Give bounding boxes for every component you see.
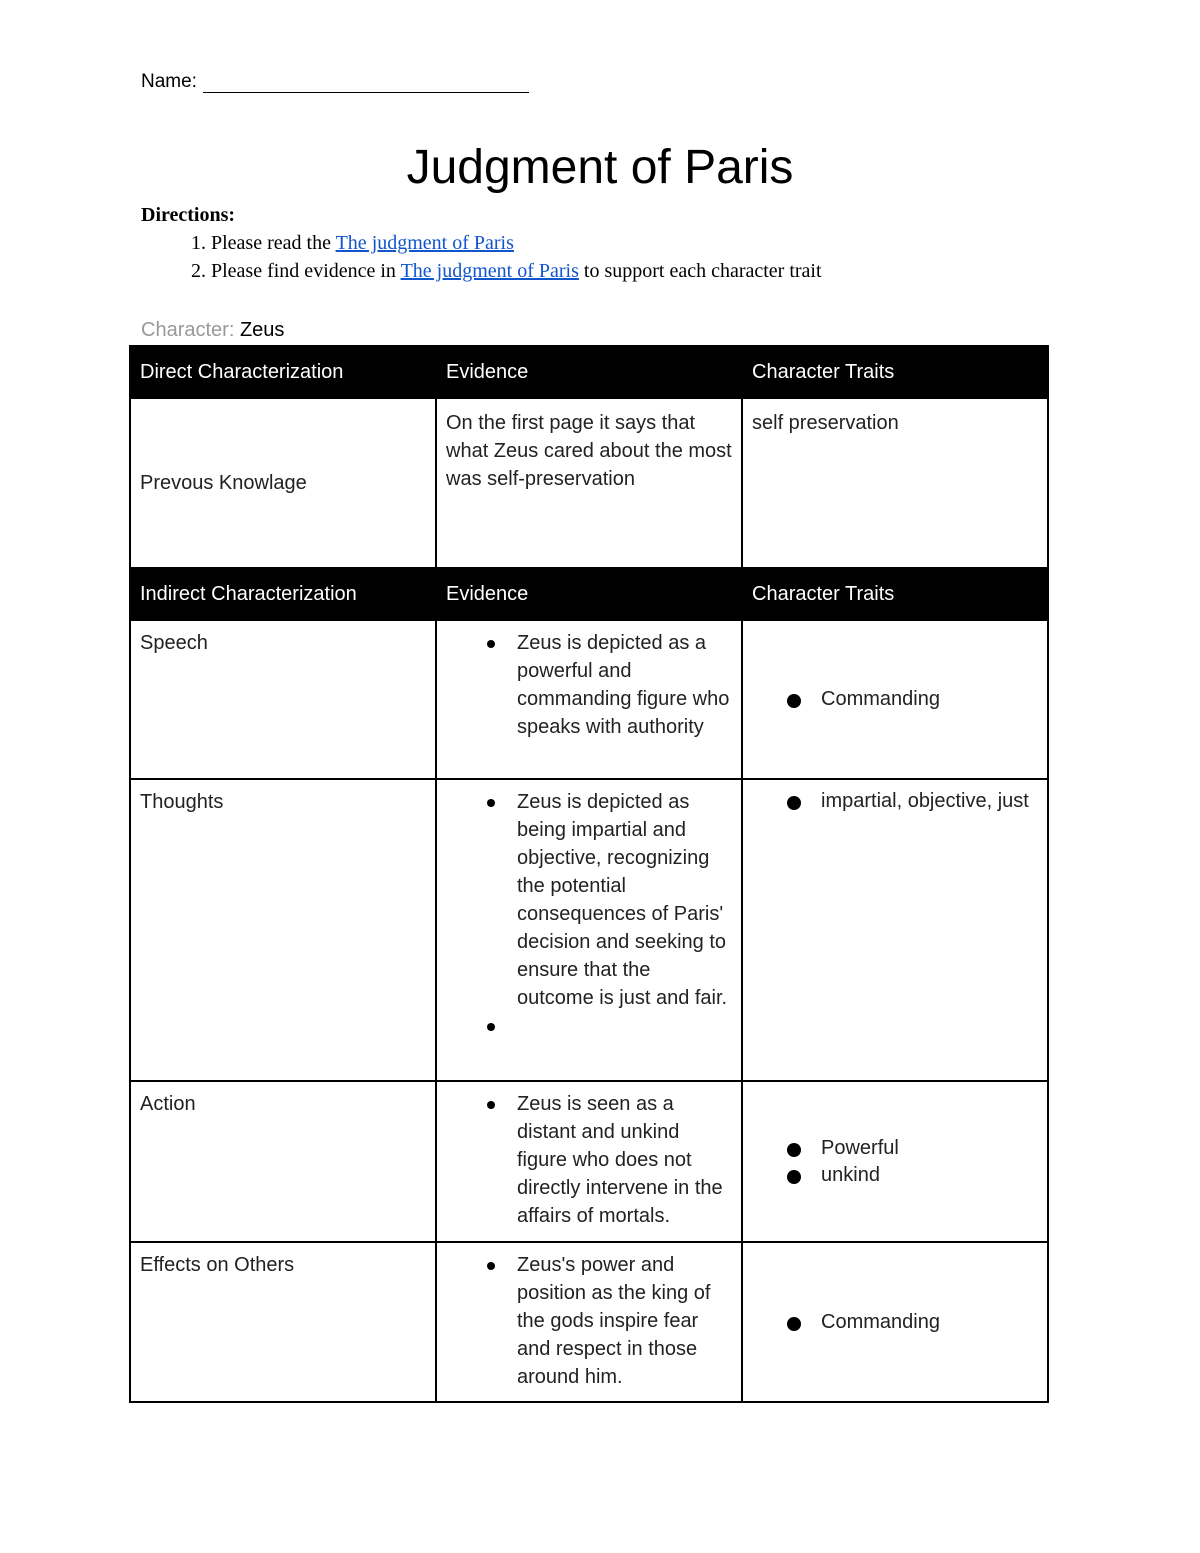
- trait-cell[interactable]: [742, 1081, 1048, 1242]
- evidence-list: [446, 788, 732, 1040]
- row-label: Effects on Others: [130, 1242, 436, 1402]
- evidence-list: [446, 1090, 732, 1230]
- table-row: [130, 779, 1048, 1081]
- trait-list: [752, 686, 1038, 713]
- evidence-cell[interactable]: On the first page it says that what Zeus cared about the most was self-preservation: [436, 398, 742, 568]
- directions-section: [141, 204, 822, 285]
- table-row: [130, 398, 1048, 568]
- list-item: Zeus's power and position as the king of the gods inspire fear and respect in those around him.: [517, 1251, 732, 1391]
- evidence-cell[interactable]: [436, 1242, 742, 1402]
- trait-cell[interactable]: [742, 620, 1048, 779]
- trait-cell[interactable]: [742, 779, 1048, 1081]
- list-item: [517, 1012, 732, 1040]
- list-item: unkind: [821, 1162, 1038, 1189]
- row-label: Action: [130, 1081, 436, 1242]
- story-link-2[interactable]: The judgment of Paris: [400, 260, 579, 282]
- directions-item-2: 2. Please find evidence in The judgment of Paris to support each character trait: [211, 257, 822, 285]
- characterization-table: [129, 345, 1049, 1403]
- trait-list: [752, 788, 1038, 815]
- evidence-cell[interactable]: [436, 1081, 742, 1242]
- trait-cell[interactable]: [742, 1242, 1048, 1402]
- row-label: Prevous Knowlage: [130, 398, 436, 568]
- table-row: [130, 620, 1048, 779]
- list-item: Powerful: [821, 1135, 1038, 1162]
- character-label: Character:: [141, 319, 235, 341]
- list-item: Commanding: [821, 1309, 1038, 1336]
- header-direct-characterization: Direct Characterization: [130, 346, 436, 398]
- list-item: Zeus is depicted as a powerful and commanding figure who speaks with authority: [517, 629, 732, 741]
- header-evidence: Evidence: [436, 568, 742, 620]
- evidence-list: [446, 629, 732, 741]
- name-label: Name:: [141, 71, 197, 92]
- story-link-1[interactable]: The judgment of Paris: [335, 232, 514, 254]
- name-field: [141, 70, 529, 93]
- page-title: Judgment of Paris: [406, 141, 794, 194]
- list-item: Commanding: [821, 686, 1038, 713]
- row-label: Speech: [130, 620, 436, 779]
- trait-list: [752, 1135, 1038, 1189]
- directions-heading: Directions:: [141, 204, 236, 226]
- header-character-traits: Character Traits: [742, 346, 1048, 398]
- list-item: Zeus is seen as a distant and unkind figure who does not directly intervene in the affairs of mortals.: [517, 1090, 732, 1230]
- character-line: [141, 319, 284, 342]
- direct-header-row: [130, 346, 1048, 398]
- evidence-cell[interactable]: [436, 779, 742, 1081]
- list-item: Zeus is depicted as being impartial and objective, recognizing the potential consequences of Paris' decision and seeking to ensure that the outcome is just and fair.: [517, 788, 732, 1012]
- list-item: impartial, objective, just: [821, 788, 1038, 815]
- name-blank-line[interactable]: [203, 70, 529, 93]
- directions-list: [141, 229, 822, 285]
- trait-cell[interactable]: self preservation: [742, 398, 1048, 568]
- header-indirect-characterization: Indirect Characterization: [130, 568, 436, 620]
- header-character-traits: Character Traits: [742, 568, 1048, 620]
- indirect-header-row: [130, 568, 1048, 620]
- evidence-list: [446, 1251, 732, 1391]
- header-evidence: Evidence: [436, 346, 742, 398]
- directions-item-1: 1. Please read the The judgment of Paris: [211, 229, 822, 257]
- table-row: [130, 1081, 1048, 1242]
- row-label: Thoughts: [130, 779, 436, 1081]
- trait-list: [752, 1309, 1038, 1336]
- evidence-cell[interactable]: [436, 620, 742, 779]
- table-row: [130, 1242, 1048, 1402]
- character-name: Zeus: [239, 319, 285, 341]
